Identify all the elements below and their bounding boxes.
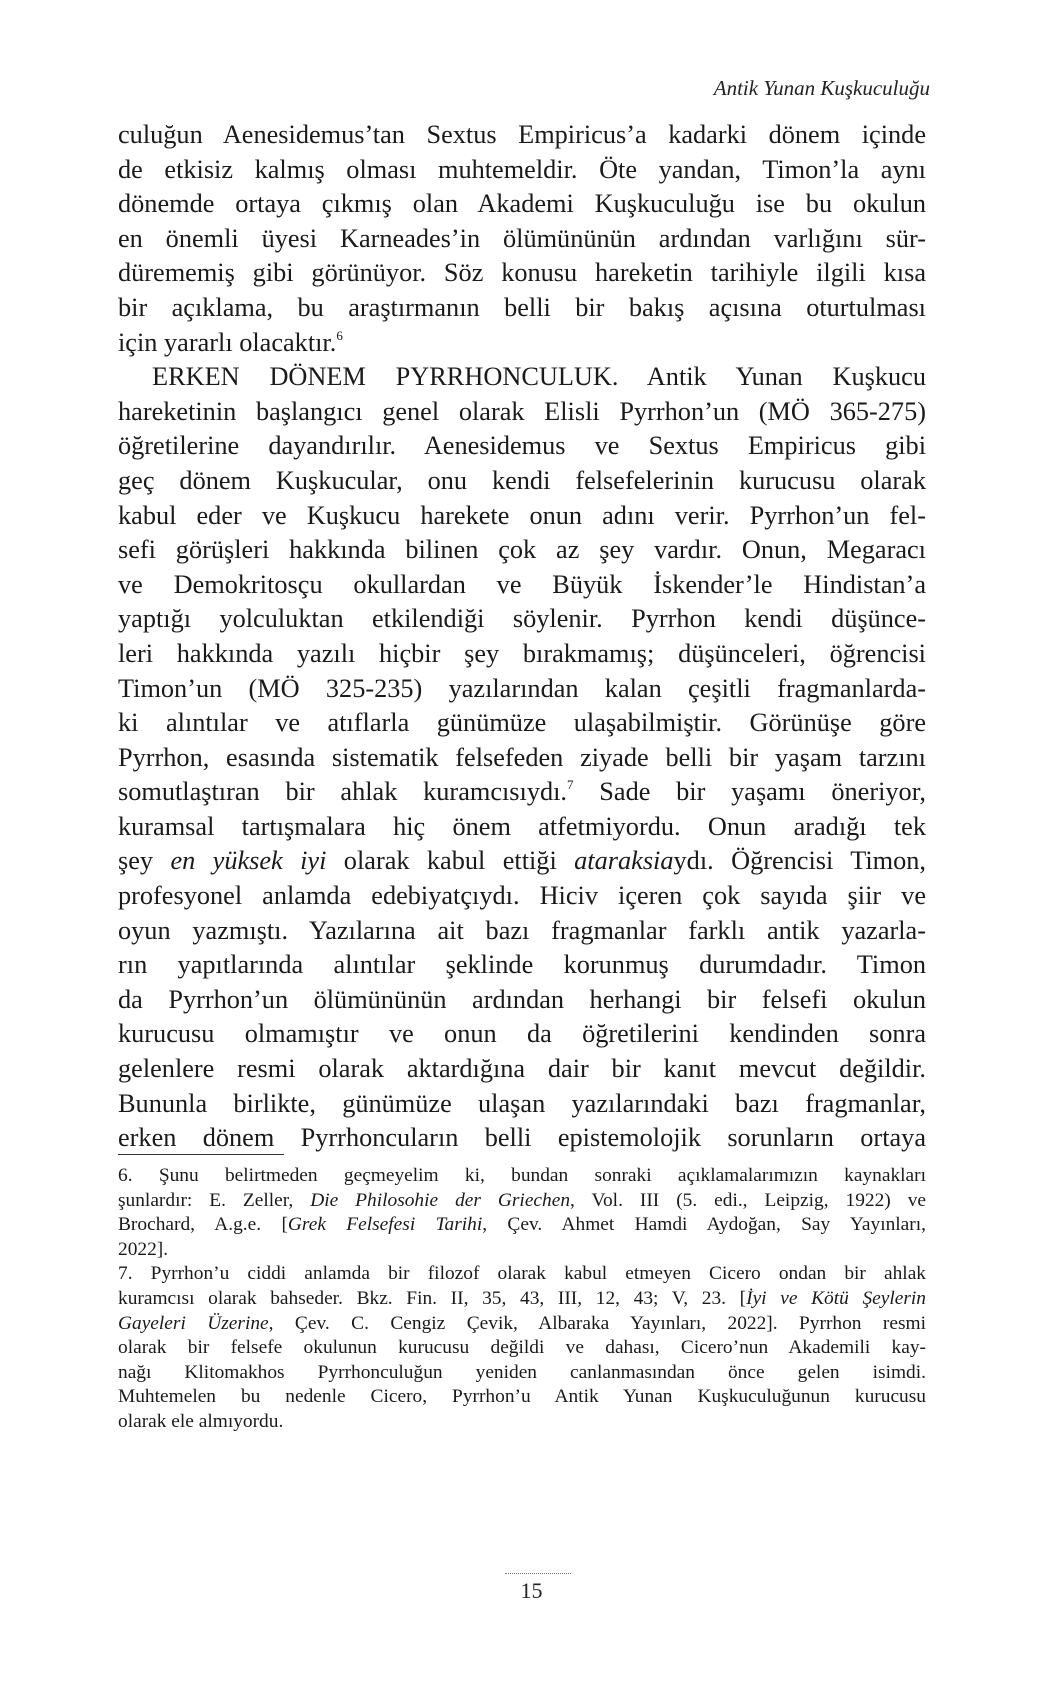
footnote-line [118,1213,926,1238]
footnote-ref-6[interactable]: 6 [336,327,343,343]
footnote-text: , Çev. C. Cengiz Çevik, Albaraka Yayınları, 2022]. Pyrrhon resmi [268,1312,927,1334]
footnotes [118,1164,926,1435]
running-head: Antik Yunan Kuşkuculuğu [713,76,930,100]
main-body-text [118,118,926,1156]
footnote-line [118,1189,926,1214]
body-line: en önemli üyesi Karneades’in ölümününün ardından varlığını sür- [118,223,926,253]
italic-term: ataraksia [574,846,674,876]
footnote-text: , Çev. Ahmet Hamdi Aydoğan, Say Yayınları, [482,1214,926,1236]
body-line: gelenlere resmi olarak aktardığına dair bir kanıt mevcut değildir. [118,1054,926,1084]
footnote-line: nağı Klitomakhos Pyrrhonculuğun yeniden canlanmasından önce gelen isimdi. [118,1361,926,1383]
body-line: kurucusu olmamıştır ve onun da öğretilerini kendinden sonra [118,1019,926,1049]
body-line: da Pyrrhon’un ölümününün ardından herhangi bir felsefi okulun [118,984,926,1014]
italic-title: İyi ve Kötü Şeylerin [746,1287,926,1309]
footnote-line [118,1312,926,1337]
body-line: bir açıklama, bu araştırmanın belli bir bakış açısına oturtulması [118,292,926,322]
footnote-text: , Vol. III (5. edi., Leipzig, 1922) ve [570,1189,926,1211]
body-line: Timon’un (MÖ 325-235) yazılarından kalan çeşitli fragmanlarda- [118,673,926,703]
footnote-line [118,1287,926,1312]
footnote-line: 2022]. [118,1238,169,1260]
body-line: erken dönem Pyrrhoncuların belli epistemolojik sorunların ortaya [118,1123,926,1153]
body-line-text: şey [118,846,171,876]
body-line-text: somutlaştıran bir ahlak kuramcısıydı. [118,777,568,807]
body-line [118,326,926,361]
footnote-6 [118,1164,926,1262]
body-line-text: için yararlı olacaktır. [118,327,337,357]
body-line: ki alıntılar ve atıflarla günümüze ulaşabilmiştir. Görünüşe göre [118,708,926,738]
footnote-text: kuramcısı olarak bahseder. Bkz. Fin. II, 35, 43, III, 12, 43; V, 23. [ [118,1287,747,1309]
body-line: Pyrrhon, esasında sistematik felsefeden ziyade belli bir yaşam tarzını [118,742,926,772]
body-line: ve Demokritosçu okullardan ve Büyük İskender’le Hindistan’a [118,569,926,599]
footnote-text: şunlardır: E. Zeller, [118,1189,311,1211]
footnote-line: 6. Şunu belirtmeden geçmeyelim ki, bundan sonraki açıklamalarımızın kaynakları [118,1165,926,1186]
body-line [118,844,926,879]
body-line: sefi görüşleri hakkında bilinen çok az şey vardır. Onun, Megaracı [118,535,926,565]
body-line-text: ydı. Öğrencisi Timon, [673,846,927,876]
body-line: profesyonel anlamda edebiyatçıydı. Hiciv içeren çok sayıda şiir ve [118,881,926,911]
italic-term: en yüksek iyi [170,846,327,876]
footnote-line: olarak ele almıyordu. [118,1410,284,1432]
italic-title: Die Philosohie der Griechen [310,1189,571,1211]
footnote-line: 7. Pyrrhon’u ciddi anlamda bir filozof olarak kabul etmeyen Cicero ondan bir ahlak [118,1263,926,1285]
body-line: oyun yazmıştı. Yazılarına ait bazı fragmanlar farklı antik yazarla- [118,915,926,945]
body-line: öğretilerine dayandırılır. Aenesidemus ve Sextus Empiricus gibi [118,431,926,461]
footnote-line: Muhtemelen bu nedenle Cicero, Pyrrhon’u Antik Yunan Kuşkuculuğunun kurucusu [118,1386,926,1408]
body-line: dürememiş gibi görünüyor. Söz konusu hareketin tarihiyle ilgili kısa [118,258,926,288]
body-line: yaptığı yolculuktan etkilendiği söylenir. Pyrrhon kendi düşünce- [118,604,926,634]
body-line [118,775,926,810]
footnote-ref-7[interactable]: 7 [567,777,574,793]
body-line: kuramsal tartışmalara hiç önem atfetmiyordu. Onun aradığı tek [118,811,926,841]
body-line: de etkisiz kalmış olması muhtemeldir. Öte yandan, Timon’la aynı [118,154,926,184]
body-line: culuğun Aenesidemus’tan Sextus Empiricus’a kadarki dönem içinde [118,120,926,149]
page-number-ornament [505,1573,571,1574]
page-number: 15 [520,1578,543,1603]
body-line: kabul eder ve Kuşkucu harekete onun adını verir. Pyrrhon’un fel- [118,500,926,530]
body-line: Bununla birlikte, günümüze ulaşan yazılarındaki bazı fragmanlar, [118,1088,926,1118]
body-line: dönemde ortaya çıkmış olan Akademi Kuşkuculuğu ise bu okulun [118,189,926,219]
footnote-line: olarak bir felsefe okulunun kurucusu değildi ve dahası, Cicero’nun Akademili kay- [118,1337,926,1359]
body-line: leri hakkında yazılı hiçbir şey bırakmamış; düşünceleri, öğrencisi [118,638,926,668]
footnote-7 [118,1262,926,1434]
body-line-text: olarak kabul ettiği [326,846,575,876]
italic-title: Grek Felsefesi Tarihi [287,1214,483,1236]
footnote-separator [118,1154,284,1155]
footnote-text: Brochard, A.g.e. [ [118,1214,288,1236]
section-heading-line: ERKEN DÖNEM PYRRHONCULUK. Antik Yunan Kuşkucu [152,362,926,392]
body-line-text: Sade bir yaşamı öneriyor, [573,777,926,807]
italic-title: Gayeleri Üzerine [118,1312,269,1334]
body-line: rın yapıtlarında alıntılar şeklinde korunmuş durumdadır. Timon [118,950,926,980]
body-line: hareketinin başlangıcı genel olarak Elisli Pyrrhon’un (MÖ 365-275) [118,396,926,426]
body-line: geç dönem Kuşkucular, onu kendi felsefelerinin kurucusu olarak [118,465,926,495]
